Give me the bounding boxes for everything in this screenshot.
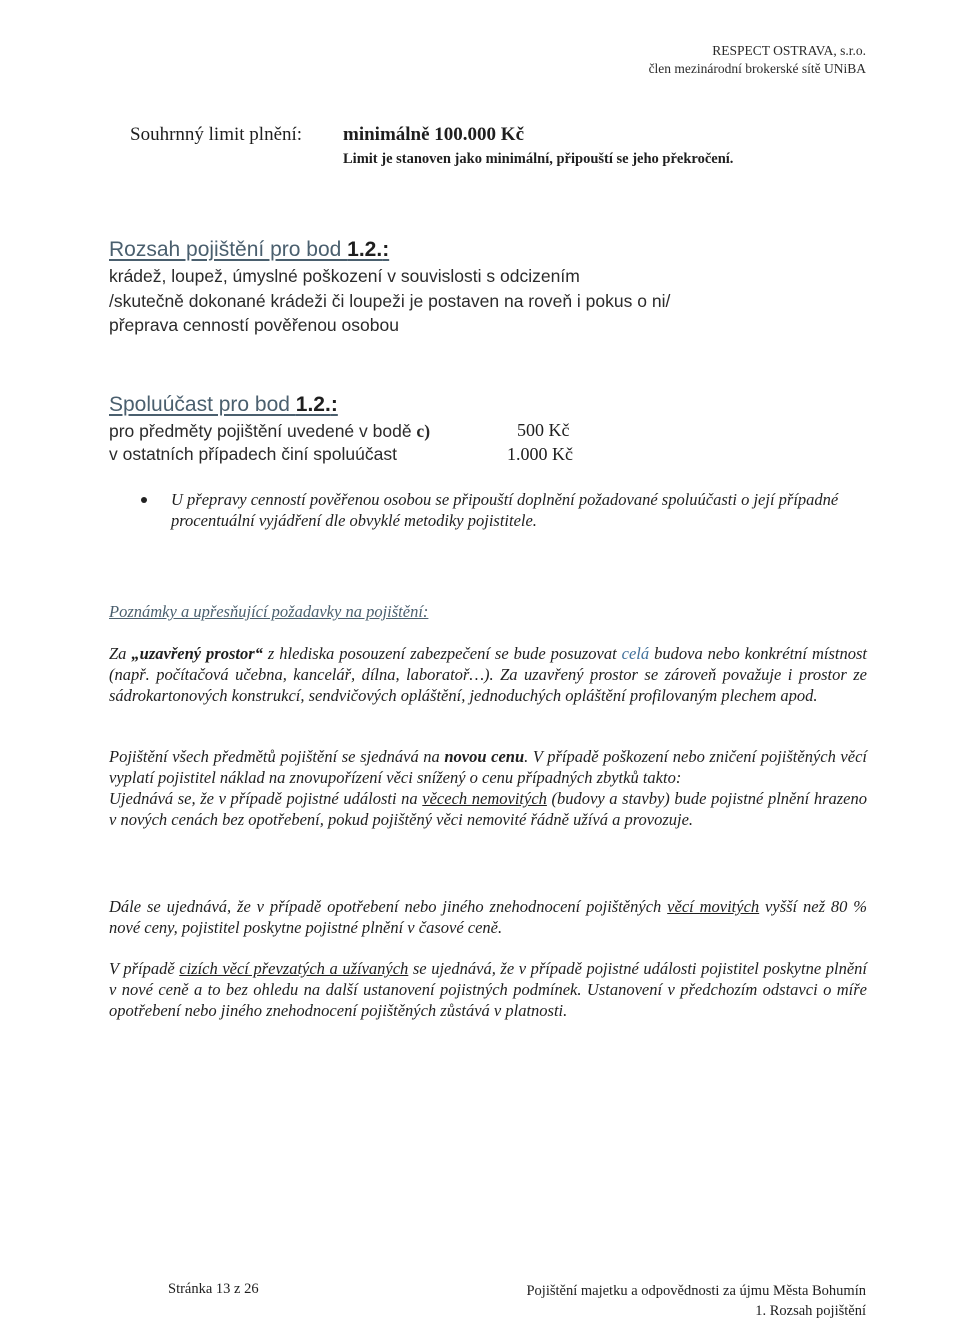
- p4-text: V případě: [109, 959, 180, 978]
- page-number: Stránka 13 z 26: [168, 1281, 259, 1297]
- spoluucast-heading-suffix: :: [330, 393, 338, 416]
- p2-text: Pojištění všech předmětů pojištění se sjednává na: [109, 747, 445, 766]
- p1-accent: celá: [621, 644, 650, 663]
- p2-line-2: [109, 788, 867, 830]
- spoluucast-row-label: [109, 421, 430, 442]
- page-footer: [526, 1281, 866, 1321]
- spoluucast-heading: [109, 393, 338, 417]
- note-paragraph-4: [109, 958, 867, 1021]
- p2-bold: novou cenu: [444, 747, 525, 766]
- rozsah-heading-prefix: Rozsah pojištění pro bod: [109, 238, 348, 261]
- company-membership: člen mezinárodní brokerské sítě UNiBA: [648, 61, 866, 76]
- p1-term: uzavřený prostor: [139, 644, 255, 663]
- p2-line-1: [109, 746, 867, 788]
- spoluucast-row-value: 1.000 Kč: [507, 444, 573, 464]
- p4-underlined: cizích věcí převzatých a užívaných: [179, 959, 409, 978]
- p3-text: vyšší než 80 % nové ceny, pojistitel poskytne pojistné plnění v časové ceně.: [109, 897, 868, 937]
- rozsah-line: krádež, loupež, úmyslné poškození v souvislosti s odcizením: [109, 266, 580, 286]
- p1-text: Za: [109, 644, 132, 663]
- p3-text: Dále se ujednává, že v případě opotřebení nebo jiného znehodnocení pojištěných: [109, 897, 668, 916]
- rozsah-line: přeprava cenností pověřenou osobou: [109, 315, 399, 335]
- note-paragraph-3: [109, 896, 867, 938]
- p2-text: Ujednává se, že v případě pojistné události na: [109, 789, 423, 808]
- bullet-text: U přepravy cenností pověřenou osobou se připouští doplnění požadované spoluúčasti o její případné procentuální vyjádření dle obvyklé metodiky pojistitele.: [171, 490, 839, 530]
- limit-note: Limit je stanoven jako minimální, připouští se jeho překročení.: [343, 151, 734, 167]
- page-header: [649, 42, 866, 78]
- company-name: RESPECT OSTRAVA, s.r.o.: [712, 43, 866, 58]
- rozsah-heading: [109, 238, 389, 262]
- p3-underlined: věcí movitých: [667, 897, 760, 916]
- p2-text: (budovy a stavby) bude pojistné plnění hrazeno v nových cenách bez opotřebení, pokud pojištěný věci nemovité řádně užívá a provozuje.: [109, 789, 867, 829]
- rozsah-heading-suffix: :: [382, 238, 390, 261]
- note-paragraph-1: [109, 643, 867, 706]
- p2-underlined: věcech nemovitých: [422, 789, 547, 808]
- spoluucast-heading-prefix: Spoluúčast pro bod: [109, 393, 296, 416]
- p1-text: z hlediska posouzení zabezpečení se bude posuzovat: [262, 644, 622, 663]
- p1-text: budova nebo konkrétní místnost (např. počítačová učebna, kancelář, dílna, laboratoř…). Za uzavřený prostor se zároveň považuje i prostor ze sádrokartonových konstrukcí, sendvičových opláštění, jednoduchých opláštění profilovaným plechem apod.: [109, 644, 868, 705]
- limit-value: minimálně 100.000 Kč: [343, 124, 525, 145]
- p1-quote-open: „: [131, 644, 140, 663]
- notes-heading: Poznámky a upřesňující požadavky na pojištění:: [109, 602, 429, 621]
- note-paragraph-2: [109, 746, 867, 830]
- section-title: 1. Rozsah pojištění: [755, 1303, 866, 1319]
- spoluucast-row-label-bold: c): [416, 421, 431, 441]
- bullet-dot-icon: [141, 497, 147, 503]
- spoluucast-row-label: [109, 444, 397, 465]
- spoluucast-row-label-text: pro předměty pojištění uvedené v bodě: [109, 421, 417, 441]
- rozsah-heading-number: 1.2.: [347, 238, 383, 261]
- spoluucast-row-label-text: v ostatních případech činí spoluúčast: [109, 444, 397, 464]
- limit-label: Souhrnný limit plnění:: [130, 124, 303, 145]
- spoluucast-row-value: 500 Kč: [517, 420, 570, 440]
- document-title: Pojištění majetku a odpovědnosti za újmu Města Bohumín: [526, 1283, 866, 1299]
- p2-text: . V případě poškození nebo zničení pojištěných věcí vyplatí pojistitel náklad na znovupořízení věci snížený o cenu případných zbytků takto:: [109, 747, 867, 787]
- p1-quote-close: “: [254, 644, 263, 663]
- rozsah-line: /skutečně dokonané krádeži či loupeži je postaven na roveň i pokus o ni/: [109, 291, 671, 311]
- p4-text: se ujednává, že v případě pojistné události pojistitel poskytne plnění v nové ceně a to bez ohledu na další ustanovení pojistných podmínek. Ustanovení v předchozím odstavci o míře opotřebení nebo jiného znehodnocení pojištěných zůstává v platnosti.: [109, 959, 867, 1020]
- spoluucast-heading-number: 1.2.: [295, 393, 331, 416]
